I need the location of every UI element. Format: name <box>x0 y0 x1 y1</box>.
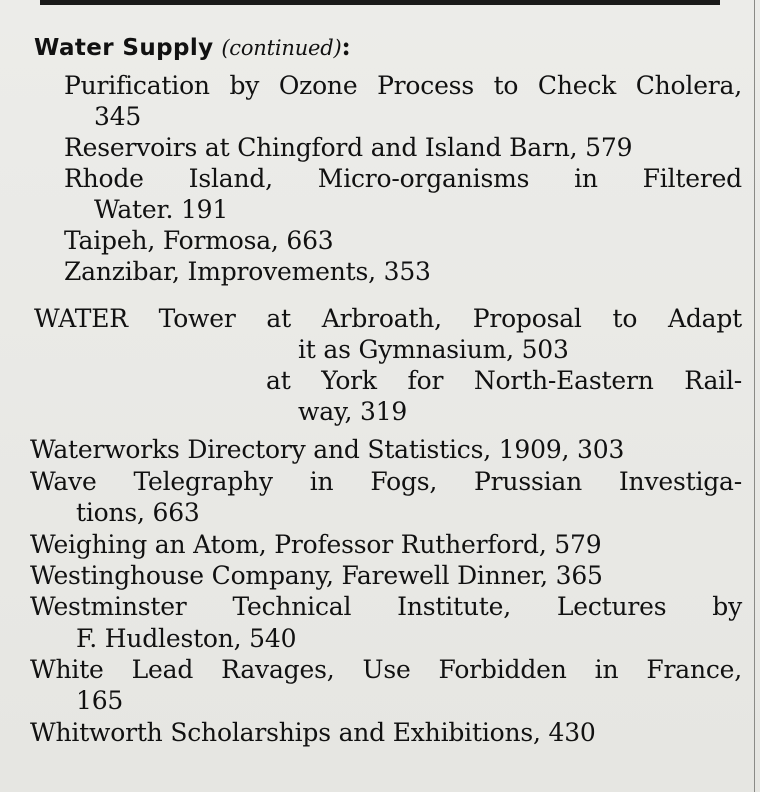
index-entry: Whitworth Scholarships and Exhibitions, 430 <box>30 718 596 747</box>
index-entry: tions, 663 <box>76 498 200 527</box>
index-entry: at York for North-Eastern Rail- <box>266 366 742 395</box>
index-entry: Wave Telegraphy in Fogs, Prussian Investiga- <box>30 467 742 496</box>
section-heading-colon: : <box>341 32 351 61</box>
index-entry: Purification by Ozone Process to Check Cholera, <box>64 71 742 100</box>
index-entry: Rhode Island, Micro-organisms in Filtered <box>64 164 742 193</box>
index-entry: Zanzibar, Improvements, 353 <box>64 257 431 286</box>
section-heading-title: Water Supply <box>34 35 214 61</box>
index-entry: Westinghouse Company, Farewell Dinner, 365 <box>30 561 603 590</box>
index-entry: White Lead Ravages, Use Forbidden in France, <box>30 655 742 684</box>
index-entry: Waterworks Directory and Statistics, 1909, 303 <box>30 435 625 464</box>
index-entry: 345 <box>94 102 142 131</box>
index-entry: Water. 191 <box>94 195 229 224</box>
index-entry: it as Gymnasium, 503 <box>298 335 569 364</box>
index-entry: F. Hudleston, 540 <box>76 624 297 653</box>
index-entry: 165 <box>76 686 124 715</box>
top-rule <box>40 0 720 5</box>
section-heading-continued: (continued) <box>221 36 342 60</box>
index-entry: WATER Tower at Arbroath, Proposal to Adapt <box>34 304 742 333</box>
index-entry: Westminster Technical Institute, Lectures by <box>30 592 742 621</box>
index-entry: Weighing an Atom, Professor Rutherford, 579 <box>30 530 602 559</box>
index-entry: way, 319 <box>298 397 408 426</box>
column-rule <box>754 0 755 792</box>
index-entry: Taipeh, Formosa, 663 <box>64 226 334 255</box>
index-entry: Reservoirs at Chingford and Island Barn, 579 <box>64 133 633 162</box>
section-heading <box>34 32 351 64</box>
